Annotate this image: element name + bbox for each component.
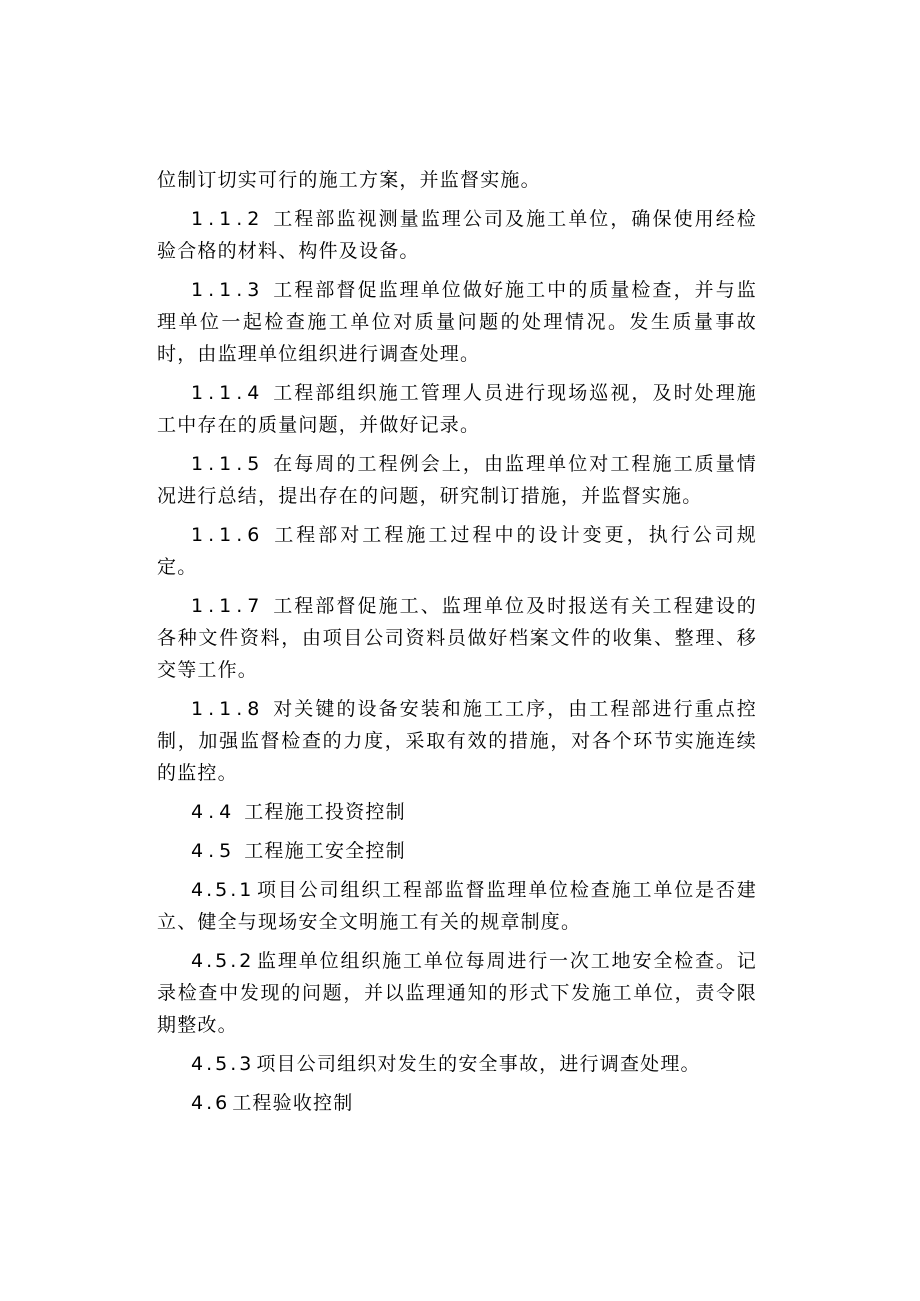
paragraph-1-1-3 <box>157 274 757 370</box>
document-body <box>157 164 757 1126</box>
section-number: 1.1.7 <box>191 595 265 617</box>
paragraph-4-5-3 <box>157 1048 757 1080</box>
paragraph-text: 项目公司组织对发生的安全事故，进行调查处理。 <box>256 1053 701 1075</box>
section-number: 4.4 <box>191 801 237 823</box>
heading-4-4 <box>157 796 757 828</box>
paragraph-text: 项目公司组织工程部监督监理单位检查施工单位是否建立、健全与现场安全文明施工有关的规章制度。 <box>157 879 757 933</box>
section-number: 1.1.2 <box>191 208 265 230</box>
paragraph-text: 工程部监视测量监理公司及施工单位，确保使用经检验合格的材料、构件及设备。 <box>157 208 757 262</box>
paragraph-4-5-2 <box>157 945 757 1041</box>
section-number: 1.1.6 <box>191 524 265 546</box>
paragraph-1-1-4 <box>157 377 757 441</box>
paragraph-1-1-2 <box>157 203 757 267</box>
paragraph-text: 对关键的设备安装和施工工序，由工程部进行重点控制，加强监督检查的力度，采取有效的措施，对各个环节实施连续的监控。 <box>157 698 757 784</box>
paragraph-text: 工程部督促监理单位做好施工中的质量检查，并与监理单位一起检查施工单位对质量问题的处理情况。发生质量事故时，由监理单位组织进行调查处理。 <box>157 279 757 365</box>
paragraph-text: 监理单位组织施工单位每周进行一次工地安全检查。记录检查中发现的问题，并以监理通知的形式下发施工单位，责令限期整改。 <box>157 950 757 1036</box>
section-number: 4.5.2 <box>191 950 255 972</box>
paragraph-1-1-6 <box>157 519 757 583</box>
paragraph-1-1-8 <box>157 693 757 789</box>
paragraph-1-1-7 <box>157 590 757 686</box>
paragraph-1-1-5 <box>157 448 757 512</box>
heading-4-5 <box>157 835 757 867</box>
section-number: 1.1.5 <box>191 453 265 475</box>
section-number: 4.5.3 <box>191 1053 255 1075</box>
paragraph-text: 在每周的工程例会上，由监理单位对工程施工质量情况进行总结，提出存在的问题，研究制订措施，并监督实施。 <box>157 453 757 507</box>
paragraph-text: 工程部督促施工、监理单位及时报送有关工程建设的各种文件资料，由项目公司资料员做好档案文件的收集、整理、移交等工作。 <box>157 595 757 681</box>
paragraph-text: 工程部对工程施工过程中的设计变更，执行公司规定。 <box>157 524 757 578</box>
heading-text: 工程施工投资控制 <box>244 801 406 823</box>
paragraph-continuation <box>157 164 757 196</box>
section-number: 1.1.4 <box>191 382 265 404</box>
paragraph-text: 位制订切实可行的施工方案，并监督实施。 <box>157 169 541 191</box>
section-number: 4.6 <box>191 1092 231 1114</box>
section-number: 1.1.8 <box>191 698 265 720</box>
section-number: 4.5.1 <box>191 879 255 901</box>
section-number: 4.5 <box>191 840 237 862</box>
heading-text: 工程验收控制 <box>232 1092 354 1114</box>
heading-text: 工程施工安全控制 <box>244 840 406 862</box>
paragraph-text: 工程部组织施工管理人员进行现场巡视，及时处理施工中存在的质量问题，并做好记录。 <box>157 382 757 436</box>
heading-4-6 <box>157 1087 757 1119</box>
paragraph-4-5-1 <box>157 874 757 938</box>
section-number: 1.1.3 <box>191 279 265 301</box>
